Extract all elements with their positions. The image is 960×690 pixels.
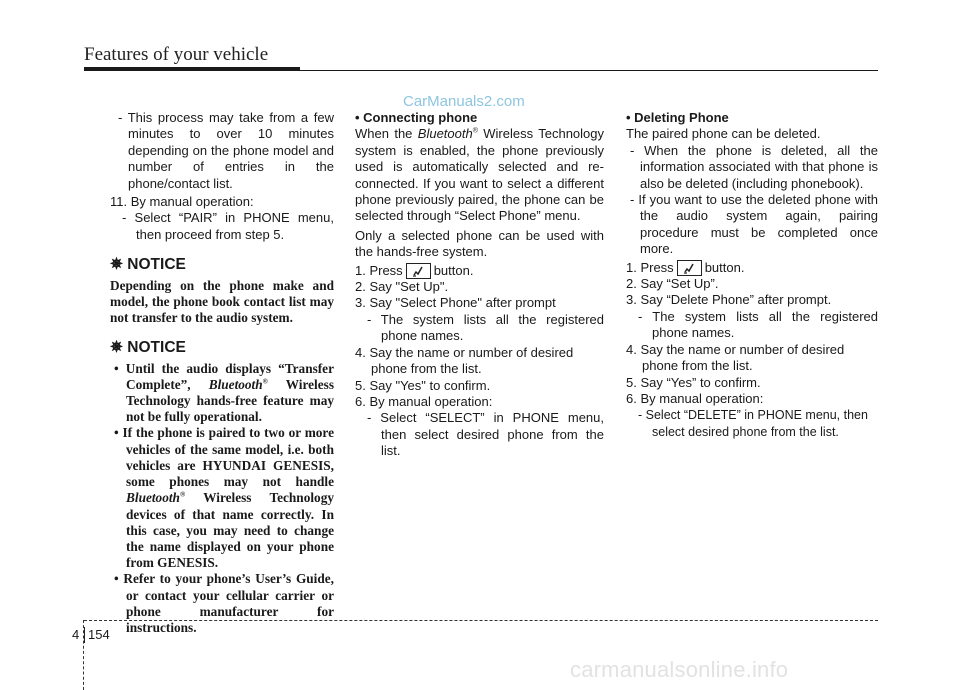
list-item: - Select “SELECT” in PHONE menu, then select desired phone from the list.: [367, 410, 604, 459]
registered-mark: ®: [262, 377, 268, 386]
list-item: 4. Say the name or number of desired phone from the list.: [626, 341, 845, 374]
watermark-top: CarManuals2.com: [403, 93, 525, 110]
page-number: 154: [88, 627, 110, 642]
section-heading: • Deleting Phone: [626, 110, 729, 125]
paragraph: Only a selected phone can be used with the hands-free system.: [355, 227, 604, 260]
list-item: 2. Say "Set Up".: [355, 279, 449, 295]
chapter-number: 4: [72, 627, 80, 642]
list-item: 2. Say “Set Up”.: [626, 276, 719, 292]
watermark-bottom: carmanualsonline.info: [570, 657, 789, 682]
list-item: - When the phone is deleted, all the information associated with that phone is also be deleted (including phonebook).: [630, 142, 878, 191]
list-item: - Select “DELETE” in PHONE menu, then select desired phone from the list.: [638, 408, 868, 439]
notice-title: ✵ NOTICE: [110, 256, 186, 274]
column-left: [110, 110, 334, 636]
list-item: 6. By manual operation:: [355, 393, 493, 409]
notice-title: ✵ NOTICE: [110, 339, 186, 357]
list-item: 1. Press button.: [355, 262, 474, 278]
list-item: 11. By manual operation:: [110, 194, 254, 210]
list-item: 1. Press button.: [626, 259, 745, 275]
voice-talk-button-icon: [406, 263, 431, 279]
list-item: - The system lists all the registered phone names.: [367, 311, 604, 344]
column-right: [626, 110, 878, 440]
notice-bullet: • Refer to your phone’s User’s Guide, or contact your cellular carrier or phone manufacturer for instructions.: [114, 571, 334, 635]
page-header-title: Features of your vehicle: [84, 44, 269, 65]
list-item: 5. Say "Yes" to confirm.: [355, 377, 491, 393]
notice-bullet: • If the phone is paired to two or more vehicles of the same model, i.e. both vehicles are HYUNDAI GENESIS, some phones may not handle Bluetooth® Wireless Technology devices of that name correctly. In this case, you may need to change the name displayed on your phone from GENESIS.: [114, 425, 334, 571]
page-number-separator: [84, 627, 85, 643]
voice-talk-button-icon: [677, 260, 702, 276]
list-item: - The system lists all the registered phone names.: [638, 308, 878, 341]
header-bar: [84, 67, 300, 71]
list-item: 3. Say “Delete Phone” after prompt.: [626, 292, 832, 308]
list-item: - If you want to use the deleted phone with the audio system again, pairing procedure must be completed once more.: [630, 192, 878, 257]
paragraph: The paired phone can be deleted.: [626, 126, 821, 142]
list-item: 5. Say “Yes” to confirm.: [626, 374, 761, 390]
list-item: 6. By manual operation:: [626, 390, 764, 406]
paragraph: When the Bluetooth® Wireless Technology system is enabled, the phone previously used is automatically selected and re-connected. If you want to select a different phone previously paired, the phone can be selected through “Select Phone” menu.: [355, 126, 604, 224]
list-item: 3. Say "Select Phone" after prompt: [355, 295, 556, 311]
list-item: - This process may take from a few minutes to over 10 minutes depending on the phone model and number of entries in the phone/contact list.: [118, 110, 334, 191]
registered-mark: ®: [179, 490, 186, 499]
list-item: 4. Say the name or number of desired phone from the list.: [355, 344, 574, 377]
registered-mark: ®: [472, 128, 478, 136]
list-item: - Select “PAIR” in PHONE menu, then proceed from step 5.: [122, 210, 334, 242]
section-heading: • Connecting phone: [355, 110, 478, 125]
header-rule: [300, 70, 878, 71]
notice-bullet: • Until the audio displays “Transfer Complete”, Bluetooth® Wireless Technology hands-free feature may not be fully operational.: [114, 360, 334, 425]
footer-rule: [84, 620, 878, 621]
column-middle: [355, 110, 604, 460]
notice-body: Depending on the phone make and model, the phone book contact list may not transfer to the audio system.: [110, 277, 334, 326]
